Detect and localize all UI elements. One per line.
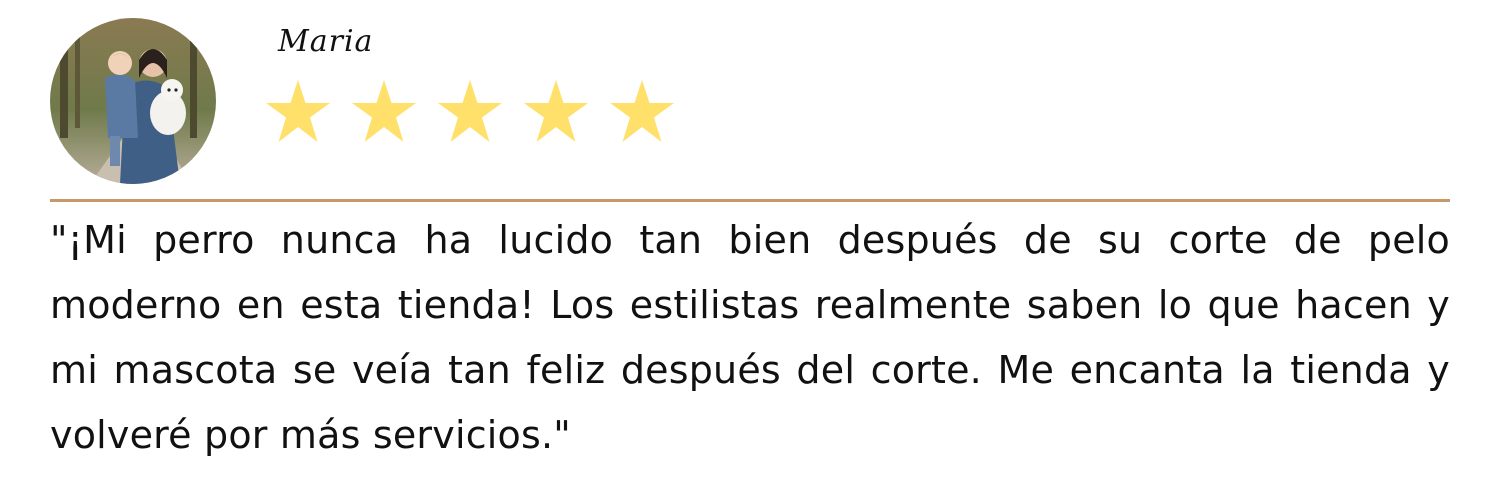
- avatar-photo-icon: [50, 18, 216, 184]
- reviewer-name: Maria: [278, 24, 374, 59]
- divider: [50, 199, 1450, 202]
- star-icon: [266, 80, 330, 142]
- star-rating: [266, 80, 674, 142]
- review-text: "¡Mi perro nunca ha lucido tan bien después de su corte de pelo moderno en esta tienda! Los estilistas realmente saben lo que hacen y mi mascota se veía tan feliz después del corte. Me encanta la tienda y volveré por más servicios.": [50, 218, 1450, 457]
- avatar: [50, 18, 216, 184]
- star-icon: [438, 80, 502, 142]
- star-icon: [524, 80, 588, 142]
- star-icon: [610, 80, 674, 142]
- star-icon: [352, 80, 416, 142]
